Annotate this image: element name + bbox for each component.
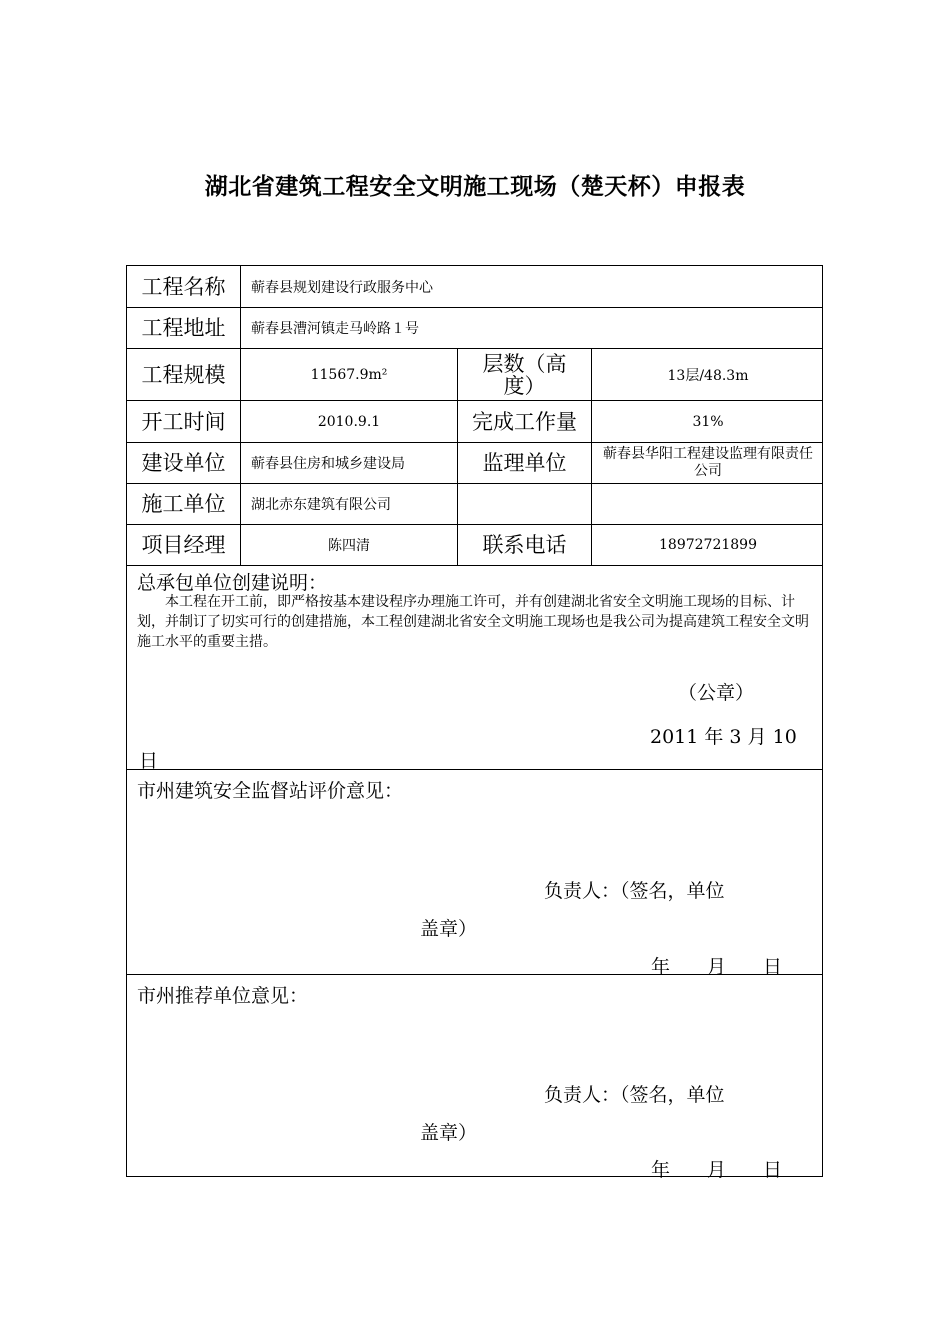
constructor-value: 湖北赤东建筑有限公司 [251,497,391,513]
project-name-label: 工程名称 [141,274,226,299]
floors-value: 13层/48.3m [667,367,749,384]
recommend-date-year: 年 [651,1159,671,1181]
station-sign-line2: 盖章） [420,918,478,940]
station-sign-line1: 负责人：（签名，单位 [544,880,725,902]
constructor-label: 施工单位 [141,492,226,516]
supervisor-value: 蕲春县华阳工程建设监理有限责任公司 [603,446,813,479]
seal-label: （公章） [678,682,755,704]
station-section-title: 市州建筑安全监督站评价意见： [137,780,404,802]
station-date-month: 月 [707,956,727,978]
manager-value: 陈四清 [328,538,370,554]
station-date-year: 年 [651,956,671,978]
workload-label: 完成工作量 [472,409,577,434]
workload-value: 31% [692,413,724,430]
contractor-section-title: 总承包单位创建说明： [137,572,328,594]
builder-label: 建设单位 [141,451,226,475]
start-time-value: 2010.9.1 [317,413,381,430]
recommend-section-title: 市州推荐单位意见： [137,985,309,1007]
start-time-label: 开工时间 [141,409,226,434]
builder-value: 蕲春县住房和城乡建设局 [251,456,405,472]
scale-value: 11567.9m² [310,366,388,383]
phone-label: 联系电话 [482,533,567,557]
contractor-date-line1: 2011 年 3 月 10 [650,726,797,748]
recommend-sign-line2: 盖章） [420,1122,478,1144]
project-name-value: 蕲春县规划建设行政服务中心 [251,279,433,296]
project-address-label: 工程地址 [141,316,226,340]
form-title: 湖北省建筑工程安全文明施工现场（楚天杯）申报表 [204,174,746,200]
project-address-value: 蕲春县漕河镇走马岭路１号 [251,321,419,337]
manager-label: 项目经理 [141,533,226,557]
station-date-day: 日 [763,956,783,978]
application-form [126,265,823,1181]
phone-value: 18972721899 [659,537,757,553]
scale-label: 工程规模 [141,362,226,387]
contractor-date-line2: 日 [139,750,159,772]
recommend-date-day: 日 [763,1159,783,1181]
contractor-section-text: 本工程在开工前，即严格按基本建设程序办理施工许可，并有创建湖北省安全文明施工现场的目标、计划，并制订了切实可行的创建措施，本工程创建湖北省安全文明施工现场也是我公司为提高建筑工程安全文明施工水平的重要主措。 [137,594,809,650]
recommend-sign-line1: 负责人：（签名，单位 [544,1084,725,1106]
floors-label: 层数（高度） [482,351,567,398]
recommend-date-month: 月 [707,1159,727,1181]
supervisor-label: 监理单位 [482,451,567,475]
